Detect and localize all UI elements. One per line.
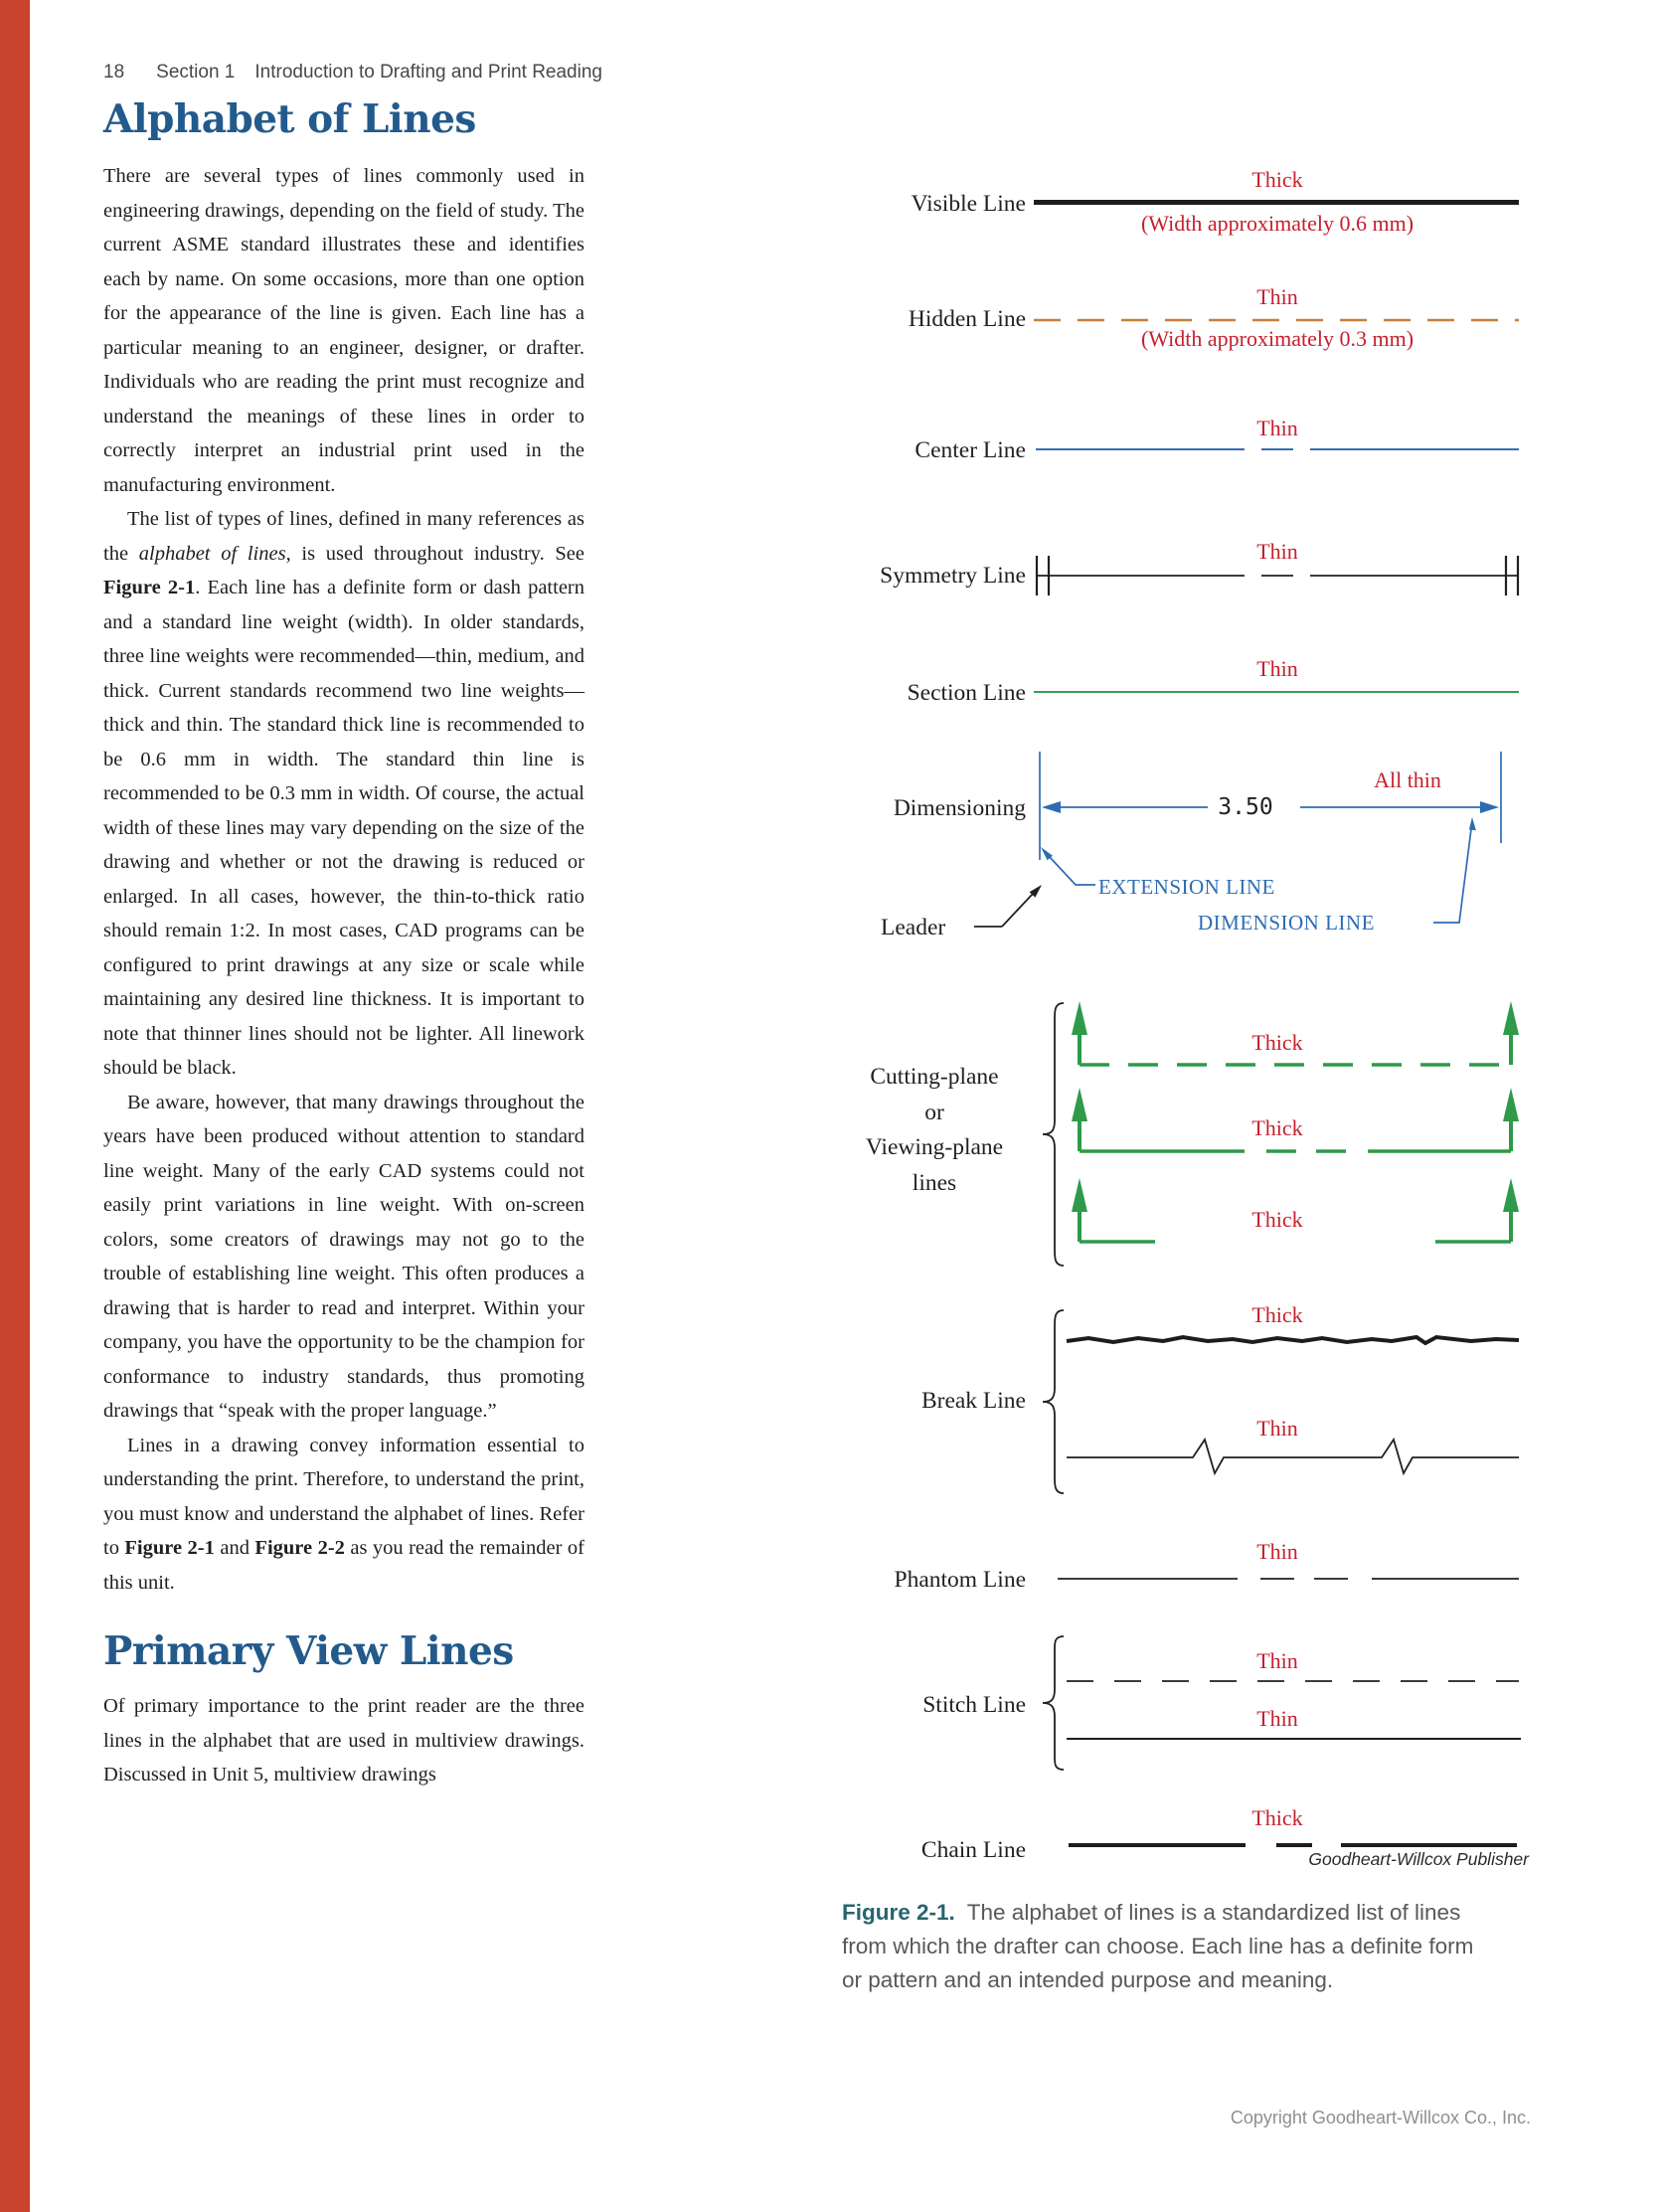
weight-label-cutting-3: Thick xyxy=(1251,1207,1303,1232)
weight-label-stitch-2: Thin xyxy=(1256,1706,1298,1731)
figure-credit: Goodheart-Willcox Publisher xyxy=(1308,1849,1529,1869)
width-note-visible: (Width approximately 0.6 mm) xyxy=(1140,211,1414,236)
page-edge-color-bar xyxy=(0,0,30,2212)
extension-line-callout: EXTENSION LINE xyxy=(1098,875,1275,899)
figure-caption-text: The alphabet of lines is a standardized list of lines from which the drafter can choose. Each line has a definite form or pattern and an intended purpose and meaning. xyxy=(842,1899,1474,1992)
center-line-sample xyxy=(1034,442,1521,456)
label-chain-line: Chain Line xyxy=(920,1837,1026,1863)
leader-arrow xyxy=(974,877,1066,938)
heading-primary-view-lines: Primary View Lines xyxy=(103,1628,514,1674)
label-visible-line: Visible Line xyxy=(911,191,1026,217)
weight-label-break-1: Thick xyxy=(1251,1302,1303,1327)
weight-label-cutting-1: Thick xyxy=(1251,1030,1303,1055)
cutting-plane-sample-1 xyxy=(1034,999,1521,1071)
heading-alphabet-of-lines: Alphabet of Lines xyxy=(103,96,476,142)
label-stitch-line: Stitch Line xyxy=(922,1692,1026,1718)
label-dimensioning: Dimensioning xyxy=(893,795,1026,821)
copyright-line: Copyright Goodheart-Willcox Co., Inc. xyxy=(1230,2108,1531,2127)
label-cutting-plane: Cutting-plane or Viewing-plane lines xyxy=(865,1064,1004,1196)
label-phantom-line: Phantom Line xyxy=(894,1567,1026,1593)
hidden-line-sample xyxy=(1034,313,1521,327)
break-line-thin-sample xyxy=(1034,1436,1521,1477)
weight-label-center: Thin xyxy=(1256,416,1298,440)
section-title: Introduction to Drafting and Print Reading xyxy=(254,62,602,83)
weight-label-hidden: Thin xyxy=(1256,284,1298,309)
weight-label-section: Thin xyxy=(1256,656,1298,681)
paragraph: There are several types of lines commonly used in engineering drawings, depending on the field of study. The current ASME standard illustrates these and identifies each by name. On some occasions, more than one option for the appearance of the line is given. Each line has a particular meaning to an engineer, designer, or drafter. Individuals who are reading the print must recognize and understand the meanings of these lines in order to correctly interpret an industrial print used in the manufacturing environment. xyxy=(103,165,584,496)
section-line-sample xyxy=(1034,691,1519,693)
label-symmetry-line: Symmetry Line xyxy=(880,563,1026,589)
phantom-line-sample xyxy=(1034,1571,1521,1587)
break-line-thick-sample xyxy=(1034,1326,1521,1354)
label-hidden-line: Hidden Line xyxy=(908,306,1026,332)
weight-label-visible: Thick xyxy=(1251,167,1303,192)
figure-caption-label: Figure 2-1. xyxy=(842,1899,955,1925)
page-number: 18 xyxy=(103,62,125,83)
cutting-plane-sample-2 xyxy=(1034,1086,1521,1157)
section-label: Section 1 xyxy=(156,62,236,83)
weight-label-chain: Thick xyxy=(1251,1805,1303,1830)
stitch-line-dashed-sample xyxy=(1034,1674,1521,1688)
weight-label-cutting-2: Thick xyxy=(1251,1115,1303,1140)
label-leader: Leader xyxy=(881,915,946,940)
label-break-line: Break Line xyxy=(920,1388,1026,1414)
stitch-line-solid-sample xyxy=(1067,1738,1521,1740)
weight-label-symmetry: Thin xyxy=(1256,539,1298,564)
label-center-line: Center Line xyxy=(915,437,1026,463)
running-header xyxy=(103,62,602,84)
article-column xyxy=(103,97,584,1792)
visible-line-sample xyxy=(1034,200,1519,205)
dimension-value: 3.50 xyxy=(1218,794,1273,820)
paragraph: Be aware, however, that many drawings throughout the years have been produced without attention to standard line weight. Many of the early CAD systems could not easily print variations in line weight. With on-screen colors, some creators of drawings may not go to the trouble of establishing line weight. This often produces a drawing that is harder to read and interpret. Within your company, you have the opportunity to be the champion for conformance to industry standards, thus promoting drawings that “speak with the proper language.” xyxy=(103,1091,584,1422)
width-note-hidden: (Width approximately 0.3 mm) xyxy=(1140,326,1414,351)
symmetry-line-sample xyxy=(1034,553,1521,598)
weight-label-break-2: Thin xyxy=(1256,1416,1298,1441)
dimension-line-callout: DIMENSION LINE xyxy=(1198,911,1375,935)
paragraph: Of primary importance to the print reader are the three lines in the alphabet that are used in multiview drawings. Discussed in Unit 5, multiview drawings xyxy=(103,1695,584,1786)
weight-label-dimensioning: All thin xyxy=(1374,767,1441,792)
weight-label-phantom: Thin xyxy=(1256,1539,1298,1564)
label-section-line: Section Line xyxy=(907,680,1026,706)
figure-caption xyxy=(842,1896,1498,1997)
paragraph: The list of types of lines, defined in many references as the alphabet of lines, is used throughout industry. See Figure 2-1. Each line has a definite form or dash pattern and a standard line weight (width). In older standards, three line weights were recommended—thin, medium, and thick. Current standards recommend two line weights—thick and thin. The standard thick line is recommended to be 0.6 mm in width. The standard thin line is recommended to be 0.3 mm in width. Of course, the actual width of these lines may vary depending on the size of the drawing and whether or not the drawing is reduced or enlarged. In all cases, however, the thin-to-thick ratio should remain 1:2. In most cases, CAD programs can be configured to print drawings at any size or scale while maintaining any desired line thickness. It is important to note that thinner lines should not be lighter. All linework should be black. xyxy=(103,508,584,1079)
cutting-plane-sample-3 xyxy=(1034,1176,1521,1248)
weight-label-stitch-1: Thin xyxy=(1256,1648,1298,1673)
paragraph: Lines in a drawing convey information essential to understanding the print. Therefore, to understand the print, you must know and understand the alphabet of lines. Refer to Figure 2-1 and Figure 2-2 as you read the remainder of this unit. xyxy=(103,1434,584,1594)
